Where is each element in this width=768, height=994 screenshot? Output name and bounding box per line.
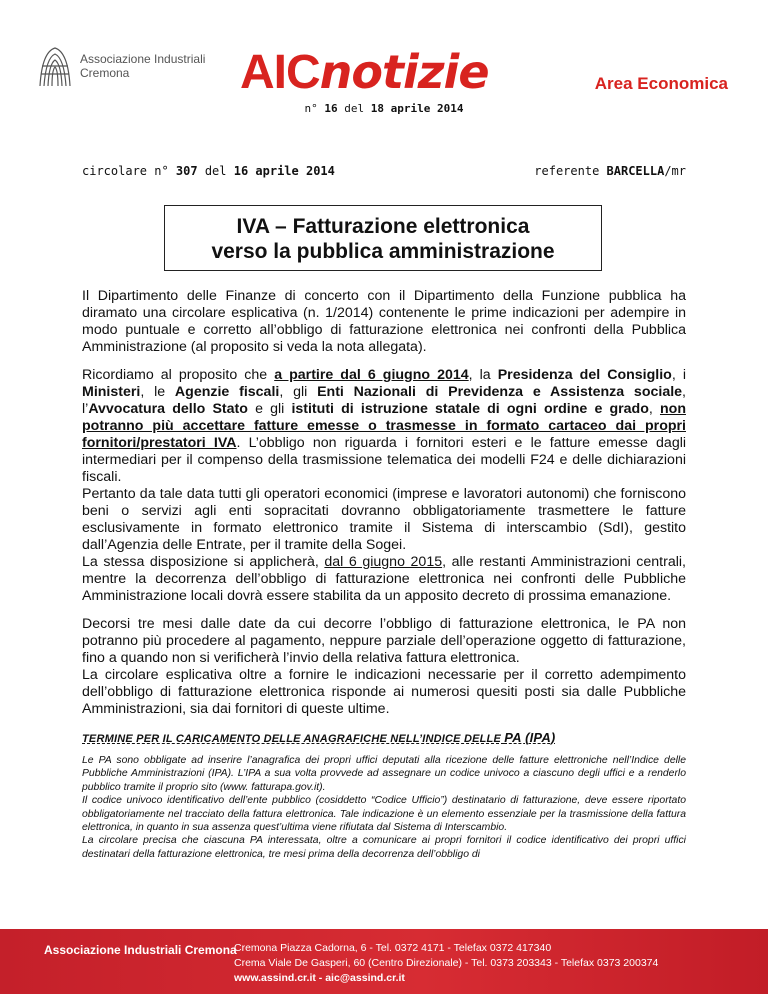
p2-text: . L’obbligo non riguarda i fornitori esteri e le fatture emesse dagli intermediari per il compenso della trasmissione telematica dei modelli F24 e delle dichiarazioni fiscali. (82, 435, 687, 485)
p2-text: , le (140, 384, 175, 400)
association-emblem-icon (36, 42, 74, 90)
p2-text: , (648, 401, 660, 417)
p2-bold: istituti di istruzione statale di ogni ordine e grado (291, 401, 649, 417)
p2-text: , l’ (82, 384, 686, 417)
section-paragraph-3: La circolare precisa che ciascuna PA interessata, oltre a comunicare ai propri fornitori il codice identificativo dei propri uffici destinatari della fatturazione elettronica, tre mesi prima della decorrenza dell’obbligo di (82, 835, 686, 860)
section-heading (82, 729, 686, 748)
p2-date-highlight: a partire dal 6 giugno 2014 (274, 367, 469, 383)
p2-text: Ricordiamo al proposito che (82, 367, 275, 383)
issue-date: 18 aprile 2014 (370, 102, 464, 115)
section-heading-pa: PA (IPA) (504, 730, 556, 745)
p2-bold: Enti Nazionali di Previdenza e Assistenza sociale (317, 384, 683, 400)
footer-banner (0, 929, 768, 994)
section-body (82, 754, 686, 861)
p4-text: La stessa disposizione si applicherà, (82, 554, 325, 570)
footer-name: Associazione Industriali Cremona (44, 943, 237, 957)
p2-text: , i (671, 367, 686, 383)
p2-bold: Agenzie fiscali (174, 384, 280, 400)
p2-text: e gli (247, 401, 292, 417)
section-paragraph-1: Le PA sono obbligate ad inserire l’anagrafica dei propri uffici deputati alla ricezione delle fatture elettroniche nell’Indice delle Pubbliche Amministrazioni (IPA). L’IPA a sua volta provvede ad assegnare un codice univoco a ciascuno degli uffici e a renderlo pubblico tramite il proprio sito (www. fatturapa.gov.it). (82, 755, 686, 793)
title-line2: verso la pubblica amministrazione (211, 240, 555, 263)
circ-number: 307 (175, 164, 198, 178)
paragraph-4 (82, 554, 686, 605)
paragraph-5: Decorsi tre mesi dalle date da cui decorre l’obbligo di fatturazione elettronica, le PA non potranno più procedere al pagamento, neppure parziale dell’operazione oggetto di fatturazione, fino a quando non si verificherà l’invio della relativa fattura elettronica. (82, 616, 686, 666)
ref-name: BARCELLA (606, 164, 665, 178)
paragraph-2 (82, 367, 686, 486)
circular-info (82, 164, 335, 178)
title-line1: IVA – Fatturazione elettronica (236, 215, 530, 238)
association-logo (36, 42, 205, 90)
circ-mid: del (197, 164, 234, 178)
circ-prefix: circolare n° (82, 164, 176, 178)
ref-prefix: referente (534, 164, 607, 178)
p4-date-underlined: dal 6 giugno 2015 (324, 554, 443, 570)
paragraph-1: Il Dipartimento delle Finanze di concerto con il Dipartimento della Funzione pubblica ha diramato una circolare esplicativa (n. 1/2014) contenente le prime indicazioni per adempire in modo puntuale e corretto all’obbligo di fatturazione elettronica nei confronti della Pubblica Amministrazione (al proposito si veda la nota allegata). (82, 288, 686, 355)
p2-bold: Avvocatura dello Stato (88, 401, 248, 417)
p2-bold: Ministeri (82, 384, 141, 400)
document-body (82, 288, 686, 861)
paragraph-6: La circolare esplicativa oltre a fornire le indicazioni necessarie per il corretto adempimento dell’obbligo di fatturazione elettronica risponde ai numerosi quesiti posti sia dalle Pubbliche Amministrazioni, sia dai fornitori di queste ultime. (82, 667, 686, 717)
association-name (80, 52, 205, 80)
ref-suffix: /mr (664, 164, 686, 178)
issue-prefix: n° (304, 102, 325, 115)
masthead-aic: AIC (240, 46, 320, 99)
assoc-line2: Cremona (80, 66, 130, 80)
circ-date: 16 aprile 2014 (233, 164, 335, 178)
footer-address-crema: Crema Viale De Gasperi, 60 (Centro Direzionale) - Tel. 0373 203343 - Telefax 0373 200374 (234, 957, 659, 969)
issue-mid: del (337, 102, 371, 115)
referent-info (534, 164, 686, 178)
section-paragraph-2: Il codice univoco identificativo dell’ente pubblico (cosiddetto “Codice Ufficio”) destinatario di fatturazione, deve essere riportato obbligatoriamente nel tracciato della fattura elettronica. Tale indicazione è un elemento essenziale per la trasmissione della fattura elettronica, in quanto in sua assenza quest’ultima viene rifiutata dal Sistema di Interscambio. (82, 795, 686, 834)
issue-number: 16 (324, 102, 338, 115)
masthead-logo (240, 46, 489, 99)
area-label: Area Economica (594, 74, 728, 93)
p2-text: , gli (279, 384, 318, 400)
document-title (164, 205, 602, 271)
p2-bold: Presidenza del Consiglio (497, 367, 672, 383)
section-heading-text: TERMINE PER IL CARICAMENTO DELLE ANAGRAFICHE NELL’INDICE DELLE (82, 733, 505, 745)
p4-text: , alle restanti Amministrazioni centrali, mentre la decorrenza dell’obbligo di fatturazione elettronica nei confronti delle Pubbliche Amministrazione locali dovrà essere stabilita da un apposito decreto di prossima emanazione. (82, 554, 686, 604)
footer-address-cremona: Cremona Piazza Cadorna, 6 - Tel. 0372 4171 - Telefax 0372 417340 (234, 942, 552, 954)
assoc-line1: Associazione Industriali (80, 52, 206, 66)
p2-underlined-bold: non potranno più accettare fatture emesse o trasmesse in formato cartaceo dai propri fornitori/prestatori IVA (82, 401, 686, 451)
p2-text: , la (468, 367, 498, 383)
masthead-notizie: notizie (319, 45, 489, 99)
issue-line (0, 102, 768, 115)
paragraph-3: Pertanto da tale data tutti gli operatori economici (imprese e lavoratori autonomi) che forniscono beni o servizi agli enti sopracitati dovranno obbligatoriamente trasmettere le fatture esclusivamente in formato elettronico tramite il Sistema di interscambio (SdI), gestito dall’Agenzia delle Entrate, per il tramite della Sogei. (82, 486, 686, 553)
footer-web-email: www.assind.cr.it - aic@assind.cr.it (234, 972, 405, 984)
